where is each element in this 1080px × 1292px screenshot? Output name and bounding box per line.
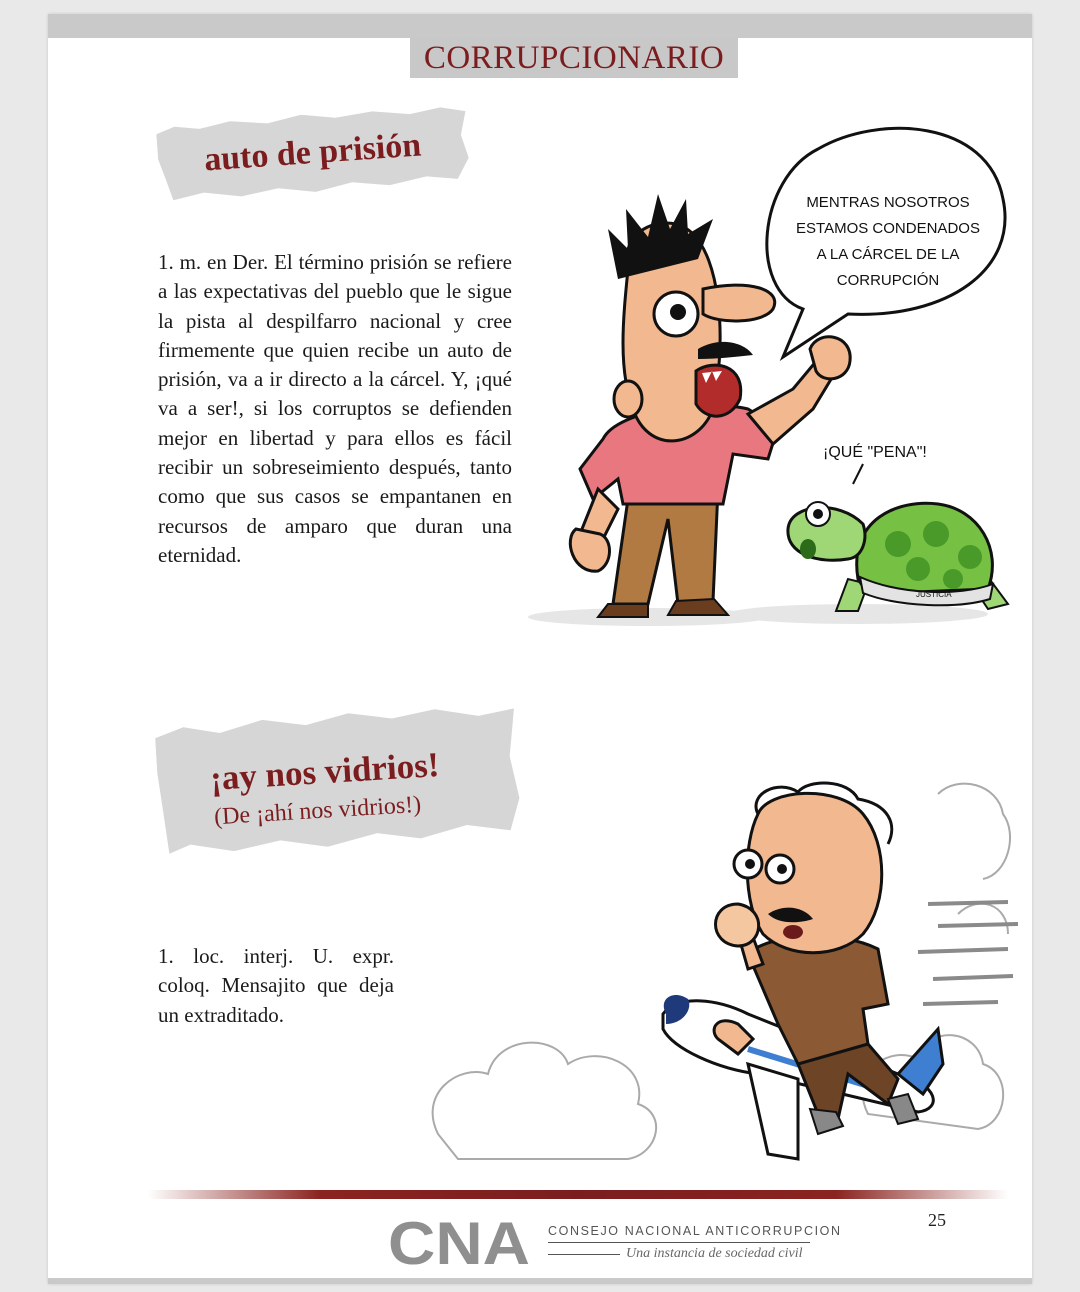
org-name: CONSEJO NACIONAL ANTICORRUPCION xyxy=(548,1224,842,1238)
shell-label: JUSTICIA xyxy=(916,590,952,599)
page-number: 25 xyxy=(928,1210,946,1230)
speech-bubble xyxy=(767,128,1005,357)
old-man-figure xyxy=(714,783,918,1134)
header-tab xyxy=(410,38,738,78)
speech-line-3: A LA CÁRCEL DE LA xyxy=(816,246,960,263)
org-name-rule xyxy=(548,1242,810,1243)
term-title-ay-nos-vidrios: ¡ay nos vidrios! xyxy=(208,745,441,798)
term-title-auto-de-prision: auto de prisión xyxy=(202,126,423,179)
turtle-speech: ¡QUÉ "PENA"! xyxy=(823,444,927,461)
top-band xyxy=(48,14,1032,38)
speech-line-1: MENTRAS NOSOTROS xyxy=(806,194,970,211)
definition-ay-nos-vidrios: 1. loc. interj. U. expr. coloq. Mensajito que deja un extraditado. xyxy=(158,944,394,1027)
tagline-rule xyxy=(548,1254,620,1255)
cartoon-man-on-airplane xyxy=(418,774,1018,1174)
term-subtitle-ahi-nos-vidrios: (De ¡ahí nos vidrios!) xyxy=(213,791,422,831)
definition-auto-de-prision: 1. m. en Der. El término prisión se refiere a las expectativas del pueblo que le sigue la pista al despilfarro nacional y cree firmemente que quien recibe un auto de prisión, va a ir directo a la cárcel. Y, ¡qué va a ser!, si los corruptos se defienden mejor en libertad y para ellos es fácil recibir un sobreseimiento después, tanto como que sus casos se empantanen en recursos de amparo que duran una eternidad. xyxy=(158,250,512,567)
turtle-figure xyxy=(788,442,1008,611)
page-header-title: CORRUPCIONARIO xyxy=(423,39,725,76)
cna-logo xyxy=(386,1214,532,1270)
footer-divider xyxy=(148,1190,1008,1199)
cartoon-man-and-turtle xyxy=(518,109,1018,629)
bottom-band xyxy=(48,1278,1032,1284)
speech-line-2: ESTAMOS CONDENADOS xyxy=(796,220,980,237)
cna-logo-letters: CNA xyxy=(388,1214,530,1270)
speech-line-4: CORRUPCIÓN xyxy=(836,272,940,289)
org-tagline: Una instancia de sociedad civil xyxy=(626,1246,803,1261)
document-page xyxy=(48,14,1032,1284)
